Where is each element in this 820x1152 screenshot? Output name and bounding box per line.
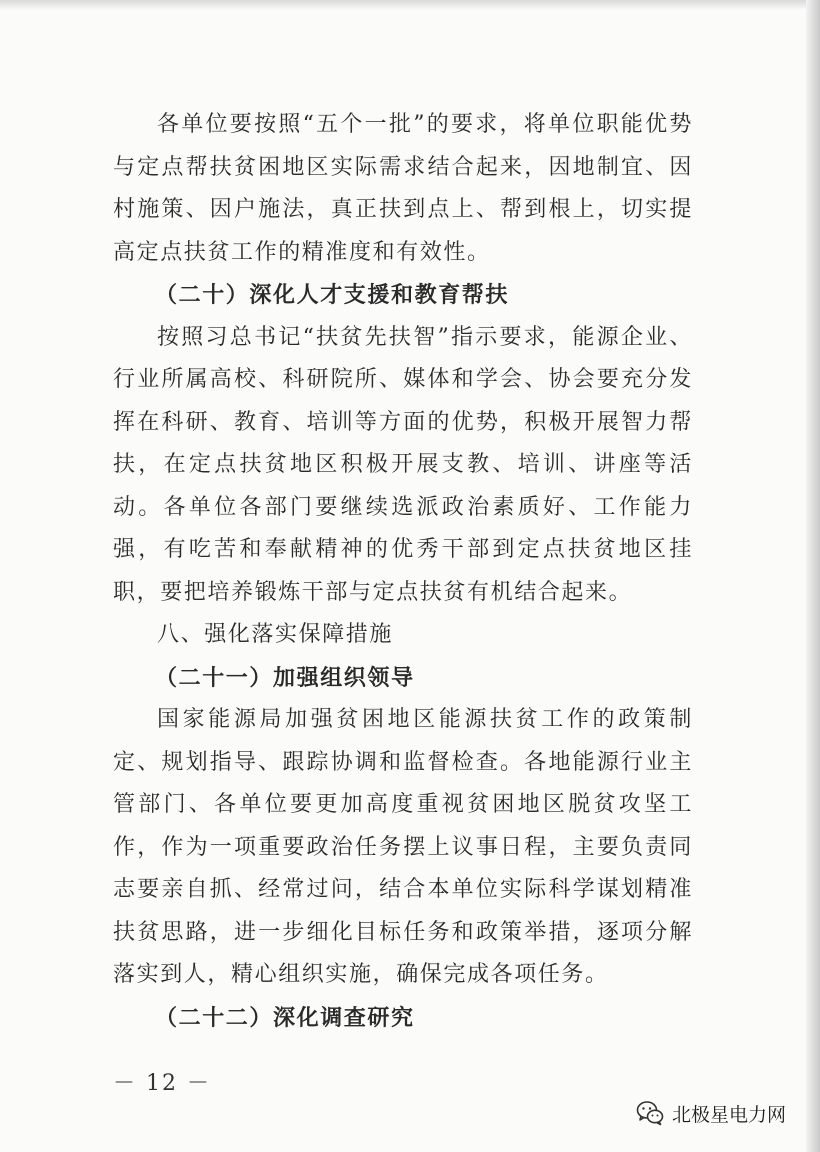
document-body bbox=[113, 104, 693, 1039]
chapter-heading-8: 八、强化落实保障措施 bbox=[157, 622, 394, 647]
source-watermark bbox=[636, 1096, 786, 1130]
scan-edge-right bbox=[806, 0, 820, 1152]
wechat-icon bbox=[636, 1100, 664, 1126]
paragraph-talent-support: 按照习总书记“扶贫先扶智”指示要求，能源企业、行业所属高校、科研院所、媒体和学会、协会要充分发挥在科研、教育、培训等方面的优势，积极开展智力帮扶，在定点扶贫地区积极开展支教、培训、讲座等活动。各单位各部门要继续选派政治素质好、工作能力强，有吃苦和奉献精神的优秀干部到定点扶贫地区挂职，要把培养锻炼干部与定点扶贫有机结合起来。 bbox=[113, 324, 693, 605]
paragraph-organization-leadership: 国家能源局加强贫困地区能源扶贫工作的政策制定、规划指导、跟踪协调和监督检查。各地能源行业主管部门、各单位要更加高度重视贫困地区脱贫攻坚工作，作为一项重要政治任务摆上议事日程，主要负责同志要亲自抓、经常过问，结合本单位实际科学谋划精准扶贫思路，进一步细化目标任务和政策举措，逐项分解落实到人，精心组织实施，确保完成各项任务。 bbox=[113, 707, 693, 987]
page-number: － 12 － bbox=[113, 1071, 211, 1096]
scan-edge-top bbox=[0, 0, 808, 10]
watermark-text: 北极星电力网 bbox=[672, 1103, 787, 1126]
section-heading-22: （二十二）深化调查研究 bbox=[155, 1004, 415, 1031]
section-heading-21: （二十一）加强组织领导 bbox=[155, 664, 415, 691]
section-heading-20: （二十）深化人才支援和教育帮扶 bbox=[155, 282, 510, 308]
paragraph-unit-requirements: 各单位要按照“五个一批”的要求，将单位职能优势与定点帮扶贫困地区实际需求结合起来，因地制宜、因村施策、因户施法，真正扶到点上、帮到根上，切实提高定点扶贫工作的精准度和有效性。 bbox=[113, 112, 693, 265]
